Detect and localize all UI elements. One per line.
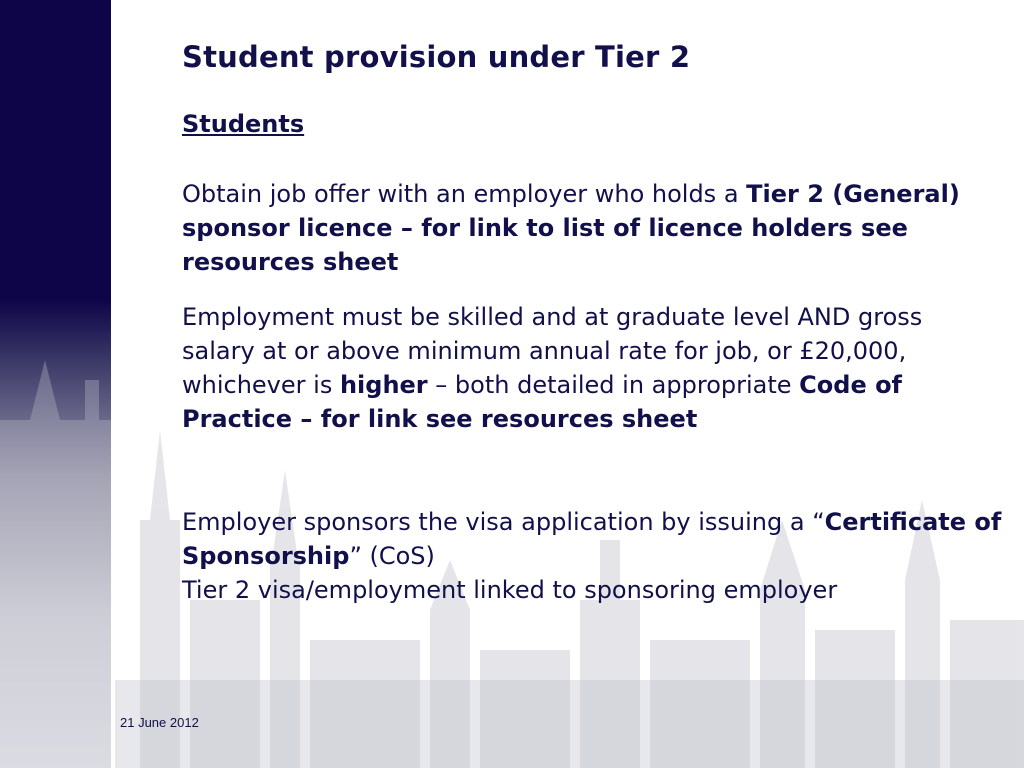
slide-title: Student provision under Tier 2 bbox=[182, 40, 691, 74]
footer-date: 21 June 2012 bbox=[120, 715, 199, 730]
employment-text-1: Employment must be skilled and at graduate level AND gross salary at or above minimum annual rate for job, or £20,000, whichever is bbox=[182, 303, 923, 399]
sponsor-licence-link-text: Tier 2 (General) sponsor licence – for link to list of licence holders see resources sheet bbox=[182, 180, 960, 276]
code-of-practice-link-text: Code of Practice – for link see resources sheet bbox=[182, 371, 902, 433]
employment-text-2: – both detailed in appropriate bbox=[427, 371, 800, 399]
sponsorship-text-2: ” (CoS) bbox=[349, 542, 435, 570]
visa-linked-text: Tier 2 visa/employment linked to sponsoring employer bbox=[182, 576, 838, 604]
job-offer-paragraph bbox=[182, 177, 1002, 279]
certificate-of-sponsorship-emphasis: Certificate of Sponsorship bbox=[182, 508, 1002, 570]
employment-requirements-paragraph bbox=[182, 300, 1002, 436]
students-subheading: Students bbox=[182, 110, 305, 138]
sponsorship-paragraph bbox=[182, 505, 1002, 607]
job-offer-text: Obtain job offer with an employer who holds a bbox=[182, 180, 747, 208]
sponsorship-text-1: Employer sponsors the visa application by issuing a “ bbox=[182, 508, 825, 536]
higher-emphasis: higher bbox=[339, 371, 428, 399]
